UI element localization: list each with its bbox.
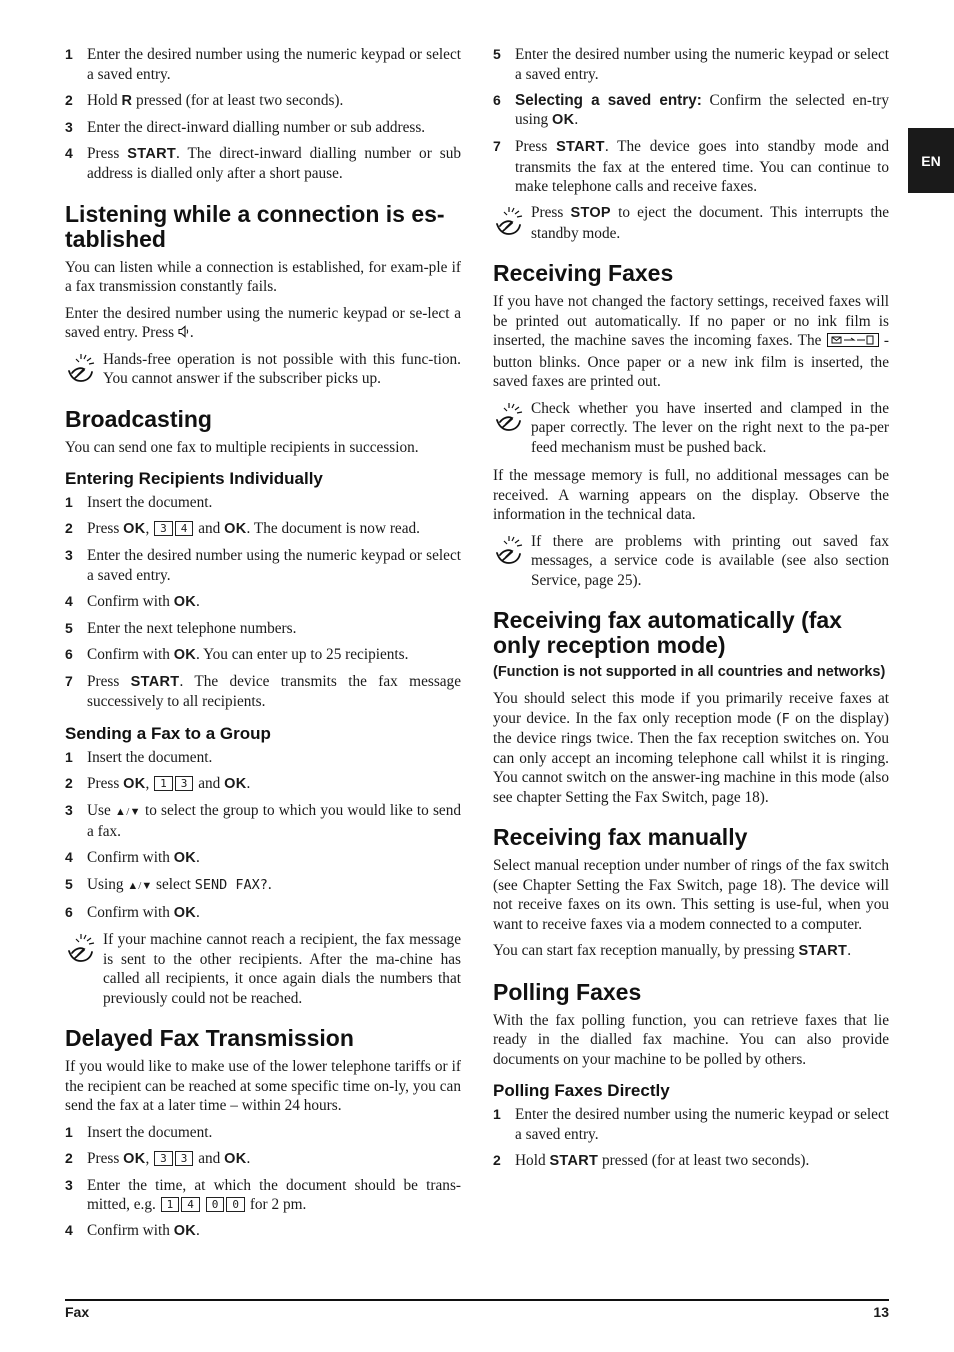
list-item: 1 Insert the document. <box>65 494 213 511</box>
tip-note: Check whether you have inserted and clamped in the paper correctly. The lever on the right next to the pa-per feed mechanism must be pushed back. <box>493 399 889 458</box>
heading-group-fax: Sending a Fax to a Group <box>65 723 271 743</box>
key-3: 3 <box>154 1151 173 1166</box>
list-item: 1 Enter the desired number using the numeric keypad or select a saved entry. <box>493 1106 889 1143</box>
delayed-fax-intro: If you would like to make use of the lower telephone tariffs or if the recipient can be reached at some specific time on-ly, you can send the fax at a later time – within 24 hours. <box>65 1058 461 1114</box>
language-tab: EN <box>908 128 954 193</box>
list-item: 7 Press START. The device transmits the fax message successively to all recipients. <box>65 672 461 710</box>
receiving-text-2: If the message memory is full, no additional messages can be received. A warning appears on the display. Observe the information in the technical data. <box>493 467 889 523</box>
tip-note: Press STOP to eject the document. This interrupts the standby mode. <box>493 203 889 243</box>
key-1: 1 <box>154 776 173 791</box>
key-3: 3 <box>154 521 173 536</box>
tip-lightbulb-icon <box>65 930 103 966</box>
list-item: 7 Press START. The device goes into standby mode and transmits the fax at the entered time. You can continue to make telephone calls and receive faxes. <box>493 138 889 195</box>
heading-listening: Listening while a connection is es-tablished <box>65 200 445 252</box>
list-item: 3 Enter the direct-inward dialling number or sub address. <box>65 118 426 136</box>
tip-lightbulb-icon <box>65 350 103 386</box>
heading-polling-faxes: Polling Faxes <box>493 978 642 1005</box>
group-fax-steps <box>65 748 461 924</box>
list-item: 2 Press OK, 3 3 and OK. <box>65 1149 251 1167</box>
list-item: 2 Hold START pressed (for at least two seconds). <box>493 1151 810 1169</box>
auto-reception-text: You should select this mode if you primarily receive faxes at your device. In the fax only reception mode (F on the display) the device rings twice. Then the fax reception switches on. You can only accept an incoming telephone call whilst it is ringing. You cannot switch on the answer-ing machine in this mode (also see chapter Setting the Fax Switch, page 18). <box>493 690 889 806</box>
left-column <box>65 45 461 1248</box>
key-0: 0 <box>206 1197 225 1212</box>
direct-dial-steps <box>65 45 461 184</box>
manual-reception-text-1: Select manual reception under number of rings of the fax switch (see Chapter Setting the Fax Switch, page 18). The device will not receive faxes on its own. This setting is use-ful, when you want to receive faxes via a modem connected to a computer. <box>493 857 889 933</box>
tip-lightbulb-icon <box>493 399 531 435</box>
footer-section-title: Fax <box>65 1304 90 1320</box>
key-0: 0 <box>226 1197 245 1212</box>
auto-reception-subtitle: (Function is not supported in all countries and networks) <box>493 664 886 680</box>
manual-reception-text-2: You can start fax reception manually, by pressing START. <box>493 942 852 959</box>
heading-polling-directly: Polling Faxes Directly <box>493 1081 670 1100</box>
key-4: 4 <box>175 521 194 536</box>
listening-text-2: Enter the desired number using the numeric keypad or se-lect a saved entry. Press . <box>65 304 461 341</box>
list-item: 4 Confirm with OK. <box>65 849 200 866</box>
polling-steps <box>493 1105 889 1171</box>
heading-delayed-fax: Delayed Fax Transmission <box>65 1025 354 1051</box>
key-1: 1 <box>161 1197 180 1212</box>
tip-note: If there are problems with printing out saved fax messages, a service code is available (see also section Service, page 25). <box>493 532 889 591</box>
up-down-arrows-icon: ▲/▼ <box>114 805 141 818</box>
heading-entering-recipients: Entering Recipients Individually <box>65 469 323 488</box>
key-4: 4 <box>181 1197 200 1212</box>
list-item: 4 Confirm with OK. <box>65 1222 200 1239</box>
list-item: 6 Confirm with OK. You can enter up to 25 recipients. <box>65 645 409 663</box>
list-item: 2 Hold R pressed (for at least two seconds). <box>65 91 344 109</box>
list-item: 1 Insert the document. <box>65 748 213 766</box>
list-item: 5 Enter the desired number using the numeric keypad or select a saved entry. <box>493 46 889 83</box>
list-item: 2 Press OK, 1 3 and OK. <box>65 774 251 792</box>
list-item: 2 Press OK, 3 4 and OK. The document is now read. <box>65 520 420 537</box>
receiving-text-1: If you have not changed the factory settings, received faxes will be printed out automatically. If no paper or no ink film is inserted, the machine saves the incoming faxes. The - button blinks. Once paper or a new ink film is inserted, the saved faxes are printed out. <box>493 293 889 390</box>
heading-manual-reception: Receiving fax manually <box>493 824 748 850</box>
heading-broadcasting: Broadcasting <box>65 405 212 432</box>
listening-text-1: You can listen while a connection is established, for exam-ple if a fax transmission constantly fails. <box>65 258 461 295</box>
list-item: 6 Confirm with OK. <box>65 904 200 921</box>
right-column <box>493 45 889 1178</box>
list-item: 3 Enter the desired number using the numeric keypad or select a saved entry. <box>65 547 461 584</box>
list-item: 1 Insert the document. <box>65 1123 213 1141</box>
display-text: SEND FAX? <box>194 877 268 893</box>
broadcasting-intro: You can send one fax to multiple recipients in succession. <box>65 438 419 456</box>
list-item: 3 Enter the time, at which the document should be trans-mitted, e.g. 1 4 0 0 for 2 pm. <box>65 1176 461 1213</box>
tip-lightbulb-icon <box>493 532 531 568</box>
fax-memory-button-icon <box>827 333 879 353</box>
polling-intro: With the fax polling function, you can retrieve faxes that lie ready in the dialled fax machine. You can also provide documents on your machine to be polled by others. <box>493 1011 889 1068</box>
list-item: 1 Enter the desired number using the numeric keypad or select a saved entry. <box>65 46 461 83</box>
page-number: 13 <box>873 1304 889 1320</box>
tip-note: Hands-free operation is not possible with this func-tion. You cannot answer if the subscriber picks up. <box>65 350 461 389</box>
key-3: 3 <box>175 1151 194 1166</box>
footer-divider <box>65 1299 889 1301</box>
speaker-icon <box>178 324 190 341</box>
individual-recipient-steps <box>65 493 461 712</box>
up-down-arrows-icon: ▲/▼ <box>127 880 153 892</box>
key-3: 3 <box>175 776 194 791</box>
list-item: 4 Press START. The direct-inward dialling number or sub address is dialled only after a short pause. <box>65 144 461 182</box>
list-item: 6 Selecting a saved entry: Confirm the selected en-try using OK. <box>493 91 890 128</box>
list-item: 3 Use ▲/▼ to select the group to which you would like to send a fax. <box>65 801 462 840</box>
delayed-fax-steps <box>65 1123 461 1242</box>
heading-auto-reception: Receiving fax automatically (fax only reception mode) <box>493 607 842 658</box>
delayed-fax-steps-continued <box>493 45 889 197</box>
tip-note: If your machine cannot reach a recipient, the fax message is sent to the other recipients. After the ma-chine has called all recipients, it once again dials the numbers that previously could not be reached. <box>65 930 461 1008</box>
tip-lightbulb-icon <box>493 203 531 239</box>
list-item: 5 Using ▲/▼ select SEND FAX?. <box>65 876 272 893</box>
list-item: 4 Confirm with OK. <box>65 592 200 610</box>
heading-receiving-faxes: Receiving Faxes <box>493 260 674 286</box>
list-item: 5 Enter the next telephone numbers. <box>65 619 297 637</box>
